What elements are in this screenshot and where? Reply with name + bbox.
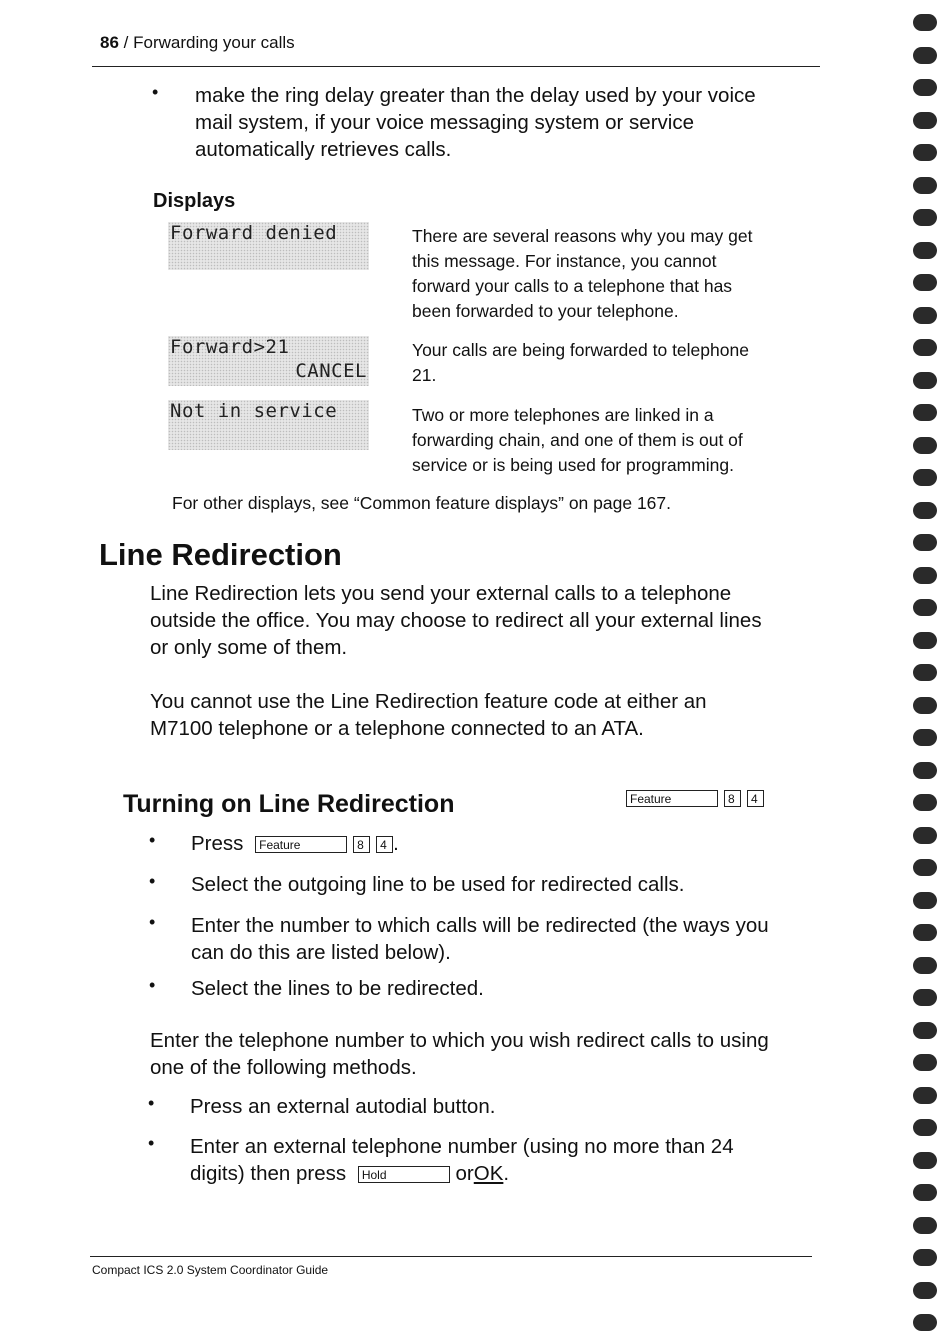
- intro-line: mail system, if your voice messaging system or service: [195, 111, 694, 134]
- subsection-title: Turning on Line Redirection: [123, 790, 455, 818]
- method-text: Press an external autodial button.: [190, 1095, 496, 1118]
- step-1: [149, 830, 399, 857]
- binding-ring: [913, 112, 937, 129]
- step-text: Select the lines to be redirected.: [191, 977, 484, 1000]
- header-separator: /: [123, 33, 129, 52]
- step-text: Press: [191, 832, 244, 855]
- feature-key: Feature: [255, 836, 347, 853]
- bullet-icon: •: [149, 912, 156, 932]
- display-description: [412, 403, 812, 478]
- method-2: [148, 1133, 734, 1187]
- binding-ring: [913, 827, 937, 844]
- intro-line: automatically retrieves calls.: [195, 138, 452, 161]
- para-line: M7100 telephone or a telephone connected to an ATA.: [150, 717, 644, 740]
- desc-line: 21.: [412, 365, 437, 385]
- page-number: 86: [100, 33, 119, 52]
- hold-key: Hold: [358, 1166, 450, 1183]
- binding-ring: [913, 794, 937, 811]
- binding-ring: [913, 859, 937, 876]
- binding-ring: [913, 437, 937, 454]
- binding-ring: [913, 989, 937, 1006]
- method-text: Enter an external telephone number (using no more than 24: [190, 1135, 734, 1158]
- step-text: Enter the number to which calls will be redirected (the ways you: [191, 914, 769, 937]
- para-line: Line Redirection lets you send your external calls to a telephone: [150, 582, 732, 605]
- digit-key-8: 8: [353, 836, 370, 853]
- step-text: can do this are listed below).: [191, 941, 451, 964]
- para-line: one of the following methods.: [150, 1056, 417, 1079]
- method-1: [148, 1093, 495, 1120]
- method-text: digits) then press: [190, 1162, 347, 1185]
- other-displays-note: For other displays, see “Common feature displays” on page 167.: [172, 493, 672, 513]
- binding-ring: [913, 242, 937, 259]
- step-2: [149, 871, 684, 898]
- binding-ring: [913, 307, 937, 324]
- binding-ring: [913, 567, 937, 584]
- page-header: [100, 33, 295, 53]
- binding-ring: [913, 47, 937, 64]
- feature-code-keys: [626, 790, 764, 808]
- binding-ring: [913, 1087, 937, 1104]
- desc-line: Your calls are being forwarded to telephone: [412, 340, 749, 360]
- section-title: Line Redirection: [99, 537, 342, 572]
- binding-ring: [913, 1184, 937, 1201]
- desc-line: There are several reasons why you may get: [412, 226, 753, 246]
- lcd-display-forward-denied: [168, 222, 369, 270]
- binding-ring: [913, 14, 937, 31]
- binding-ring: [913, 729, 937, 746]
- binding-ring: [913, 664, 937, 681]
- binding-ring: [913, 404, 937, 421]
- binding-ring: [913, 957, 937, 974]
- binding-ring: [913, 177, 937, 194]
- binding-ring: [913, 1282, 937, 1299]
- intro-bullet: [152, 82, 756, 163]
- digit-key-8: 8: [724, 790, 741, 807]
- binding-ring: [913, 144, 937, 161]
- step-text: .: [393, 832, 399, 855]
- binding-ring: [913, 1022, 937, 1039]
- intro-line: make the ring delay greater than the delay used by your voice: [195, 84, 756, 107]
- displays-heading: Displays: [153, 190, 236, 212]
- lcd-line-1: Not in service: [170, 400, 338, 422]
- lcd-line-1: Forward>21: [170, 336, 290, 358]
- footer-rule: [90, 1256, 812, 1257]
- binding-ring: [913, 339, 937, 356]
- binding-ring: [913, 762, 937, 779]
- line-redirection-para-2: [150, 688, 820, 742]
- binding-ring: [913, 372, 937, 389]
- binding-ring: [913, 1217, 937, 1234]
- binding-ring: [913, 697, 937, 714]
- lcd-line-1: Forward denied: [170, 222, 338, 244]
- ok-softkey: OK: [473, 1162, 504, 1185]
- bullet-icon: •: [149, 871, 156, 891]
- display-description: [412, 338, 812, 388]
- bullet-icon: •: [148, 1093, 155, 1113]
- binding-ring: [913, 1314, 937, 1331]
- binding-ring: [913, 1054, 937, 1071]
- method-text: or: [455, 1162, 474, 1185]
- line-redirection-para-1: [150, 580, 820, 661]
- desc-line: forwarding chain, and one of them is out of: [412, 430, 743, 450]
- desc-line: been forwarded to your telephone.: [412, 301, 679, 321]
- binding-ring: [913, 1152, 937, 1169]
- digit-key-4: 4: [376, 836, 393, 853]
- binding-ring: [913, 1119, 937, 1136]
- para-line: You cannot use the Line Redirection feature code at either an: [150, 690, 707, 713]
- method-text: .: [503, 1162, 510, 1185]
- para-line: or only some of them.: [150, 636, 348, 659]
- bullet-icon: •: [148, 1133, 155, 1153]
- step-3: [149, 912, 769, 966]
- desc-line: Two or more telephones are linked in a: [412, 405, 714, 425]
- binding-ring: [913, 502, 937, 519]
- binding-ring: [913, 79, 937, 96]
- binding-ring: [913, 534, 937, 551]
- step-text: Select the outgoing line to be used for redirected calls.: [191, 873, 685, 896]
- para-line: outside the office. You may choose to redirect all your external lines: [150, 609, 762, 632]
- binding-ring: [913, 599, 937, 616]
- lcd-display-not-in-service: [168, 400, 369, 450]
- header-section: Forwarding your calls: [133, 33, 295, 52]
- lcd-display-forward-21: [168, 336, 369, 386]
- step-4: [149, 975, 484, 1002]
- bullet-icon: •: [149, 975, 156, 995]
- binding-ring: [913, 1249, 937, 1266]
- digit-key-4: 4: [747, 790, 764, 807]
- bullet-icon: •: [152, 82, 159, 102]
- binding-ring: [913, 209, 937, 226]
- display-description: [412, 224, 812, 324]
- desc-line: this message. For instance, you cannot: [412, 251, 717, 271]
- feature-key: Feature: [626, 790, 718, 807]
- desc-line: service or is being used for programming.: [412, 455, 734, 475]
- binding-ring: [913, 924, 937, 941]
- lcd-line-2: CANCEL: [295, 360, 367, 382]
- binding-ring: [913, 469, 937, 486]
- footer-text: Compact ICS 2.0 System Coordinator Guide: [92, 1263, 329, 1277]
- binding-ring: [913, 892, 937, 909]
- binding-ring: [913, 274, 937, 291]
- header-rule: [92, 66, 820, 67]
- para-line: Enter the telephone number to which you wish redirect calls to using: [150, 1029, 769, 1052]
- bullet-icon: •: [149, 830, 156, 850]
- desc-line: forward your calls to a telephone that has: [412, 276, 733, 296]
- methods-intro: [150, 1027, 820, 1081]
- binding-ring: [913, 632, 937, 649]
